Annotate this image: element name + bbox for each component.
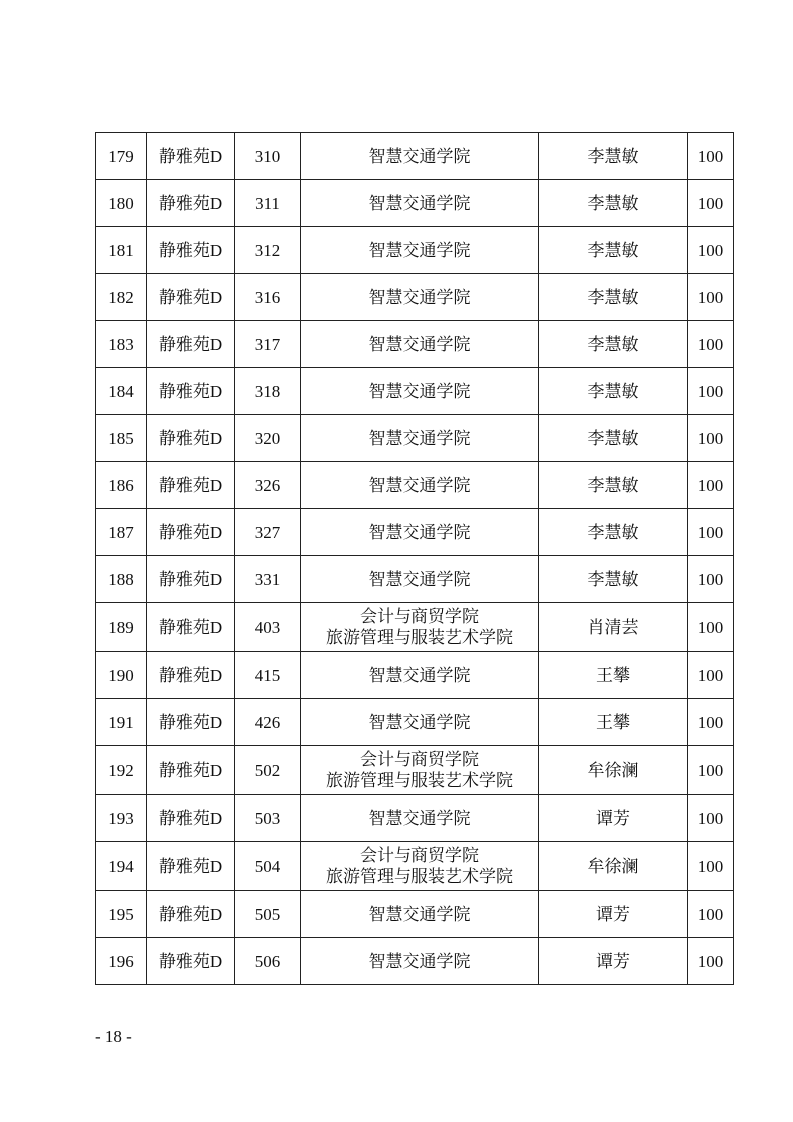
college-name: 智慧交通学院 (368, 287, 471, 307)
responsible-person-cell: 李慧敏 (539, 227, 688, 274)
building-cell: 静雅苑D (147, 795, 235, 842)
room-number-cell: 318 (235, 368, 301, 415)
responsible-person-cell: 李慧敏 (539, 462, 688, 509)
table-row (96, 556, 734, 603)
responsible-person-cell: 谭芳 (539, 891, 688, 938)
college-cell (301, 227, 539, 274)
score-cell: 100 (688, 227, 734, 274)
page-number: - 18 - (95, 1027, 132, 1046)
building-cell: 静雅苑D (147, 699, 235, 746)
score-cell: 100 (688, 180, 734, 227)
score-cell: 100 (688, 795, 734, 842)
building-cell: 静雅苑D (147, 603, 235, 652)
table-row (96, 321, 734, 368)
building-cell: 静雅苑D (147, 842, 235, 891)
college-cell (301, 274, 539, 321)
table-row (96, 227, 734, 274)
college-name: 旅游管理与服装艺术学院 (326, 771, 513, 790)
college-cell (301, 891, 539, 938)
responsible-person-cell: 李慧敏 (539, 133, 688, 180)
table-row (96, 938, 734, 985)
responsible-person-cell: 肖清芸 (539, 603, 688, 652)
row-number-cell: 181 (96, 227, 147, 274)
room-number-cell: 504 (235, 842, 301, 891)
college-name: 会计与商贸学院 (360, 846, 479, 865)
row-number-cell: 185 (96, 415, 147, 462)
score-cell: 100 (688, 746, 734, 795)
building-cell: 静雅苑D (147, 415, 235, 462)
row-number-cell: 188 (96, 556, 147, 603)
college-cell (301, 652, 539, 699)
college-name: 旅游管理与服装艺术学院 (326, 628, 513, 647)
row-number-cell: 186 (96, 462, 147, 509)
table-row (96, 462, 734, 509)
score-cell: 100 (688, 699, 734, 746)
score-cell: 100 (688, 891, 734, 938)
room-number-cell: 310 (235, 133, 301, 180)
table-row (96, 603, 734, 652)
room-number-cell: 502 (235, 746, 301, 795)
score-cell: 100 (688, 274, 734, 321)
table-row (96, 699, 734, 746)
room-number-cell: 320 (235, 415, 301, 462)
dormitory-score-table-container (95, 132, 734, 985)
score-cell: 100 (688, 368, 734, 415)
room-number-cell: 505 (235, 891, 301, 938)
table-row (96, 842, 734, 891)
college-name: 智慧交通学院 (368, 193, 471, 213)
responsible-person-cell: 牟徐澜 (539, 746, 688, 795)
building-cell: 静雅苑D (147, 509, 235, 556)
score-cell: 100 (688, 652, 734, 699)
room-number-cell: 317 (235, 321, 301, 368)
college-name: 智慧交通学院 (368, 475, 471, 495)
building-cell: 静雅苑D (147, 938, 235, 985)
table-row (96, 133, 734, 180)
building-cell: 静雅苑D (147, 556, 235, 603)
responsible-person-cell: 谭芳 (539, 795, 688, 842)
score-cell: 100 (688, 321, 734, 368)
table-row (96, 180, 734, 227)
college-name: 智慧交通学院 (368, 522, 471, 542)
row-number-cell: 196 (96, 938, 147, 985)
responsible-person-cell: 李慧敏 (539, 180, 688, 227)
responsible-person-cell: 李慧敏 (539, 368, 688, 415)
college-cell (301, 368, 539, 415)
college-cell (301, 746, 539, 795)
score-cell: 100 (688, 415, 734, 462)
room-number-cell: 327 (235, 509, 301, 556)
building-cell: 静雅苑D (147, 368, 235, 415)
score-cell: 100 (688, 603, 734, 652)
dormitory-score-table (95, 132, 734, 985)
college-cell (301, 180, 539, 227)
college-name: 智慧交通学院 (368, 712, 471, 732)
college-cell (301, 938, 539, 985)
building-cell: 静雅苑D (147, 180, 235, 227)
college-name: 旅游管理与服装艺术学院 (326, 867, 513, 886)
score-cell: 100 (688, 842, 734, 891)
college-name: 智慧交通学院 (368, 146, 471, 166)
row-number-cell: 190 (96, 652, 147, 699)
score-cell: 100 (688, 509, 734, 556)
row-number-cell: 191 (96, 699, 147, 746)
building-cell: 静雅苑D (147, 462, 235, 509)
responsible-person-cell: 王攀 (539, 652, 688, 699)
table-row (96, 795, 734, 842)
college-cell (301, 842, 539, 891)
row-number-cell: 194 (96, 842, 147, 891)
row-number-cell: 180 (96, 180, 147, 227)
table-row (96, 368, 734, 415)
responsible-person-cell: 李慧敏 (539, 415, 688, 462)
college-cell (301, 556, 539, 603)
table-row (96, 652, 734, 699)
room-number-cell: 503 (235, 795, 301, 842)
table-row (96, 415, 734, 462)
responsible-person-cell: 李慧敏 (539, 509, 688, 556)
score-cell: 100 (688, 938, 734, 985)
room-number-cell: 312 (235, 227, 301, 274)
row-number-cell: 187 (96, 509, 147, 556)
college-name: 智慧交通学院 (368, 904, 471, 924)
score-cell: 100 (688, 556, 734, 603)
college-name: 智慧交通学院 (368, 428, 471, 448)
table-row (96, 891, 734, 938)
score-cell: 100 (688, 462, 734, 509)
row-number-cell: 184 (96, 368, 147, 415)
college-cell (301, 415, 539, 462)
room-number-cell: 506 (235, 938, 301, 985)
row-number-cell: 183 (96, 321, 147, 368)
table-row (96, 274, 734, 321)
room-number-cell: 426 (235, 699, 301, 746)
college-cell (301, 133, 539, 180)
table-row (96, 509, 734, 556)
room-number-cell: 311 (235, 180, 301, 227)
building-cell: 静雅苑D (147, 746, 235, 795)
responsible-person-cell: 牟徐澜 (539, 842, 688, 891)
building-cell: 静雅苑D (147, 652, 235, 699)
college-name: 智慧交通学院 (368, 665, 471, 685)
room-number-cell: 415 (235, 652, 301, 699)
college-name: 会计与商贸学院 (360, 607, 479, 626)
responsible-person-cell: 李慧敏 (539, 556, 688, 603)
row-number-cell: 193 (96, 795, 147, 842)
college-name: 会计与商贸学院 (360, 750, 479, 769)
responsible-person-cell: 王攀 (539, 699, 688, 746)
building-cell: 静雅苑D (147, 227, 235, 274)
building-cell: 静雅苑D (147, 133, 235, 180)
college-name: 智慧交通学院 (368, 240, 471, 260)
college-name: 智慧交通学院 (368, 381, 471, 401)
room-number-cell: 403 (235, 603, 301, 652)
college-name: 智慧交通学院 (368, 951, 471, 971)
row-number-cell: 179 (96, 133, 147, 180)
college-name: 智慧交通学院 (368, 334, 471, 354)
row-number-cell: 192 (96, 746, 147, 795)
college-cell (301, 795, 539, 842)
room-number-cell: 316 (235, 274, 301, 321)
college-cell (301, 462, 539, 509)
room-number-cell: 326 (235, 462, 301, 509)
table-row (96, 746, 734, 795)
row-number-cell: 189 (96, 603, 147, 652)
score-cell: 100 (688, 133, 734, 180)
college-cell (301, 603, 539, 652)
building-cell: 静雅苑D (147, 274, 235, 321)
building-cell: 静雅苑D (147, 891, 235, 938)
responsible-person-cell: 谭芳 (539, 938, 688, 985)
responsible-person-cell: 李慧敏 (539, 274, 688, 321)
college-cell (301, 509, 539, 556)
college-cell (301, 321, 539, 368)
college-cell (301, 699, 539, 746)
table-body (96, 133, 734, 985)
room-number-cell: 331 (235, 556, 301, 603)
college-name: 智慧交通学院 (368, 808, 471, 828)
responsible-person-cell: 李慧敏 (539, 321, 688, 368)
building-cell: 静雅苑D (147, 321, 235, 368)
row-number-cell: 182 (96, 274, 147, 321)
college-name: 智慧交通学院 (368, 569, 471, 589)
row-number-cell: 195 (96, 891, 147, 938)
